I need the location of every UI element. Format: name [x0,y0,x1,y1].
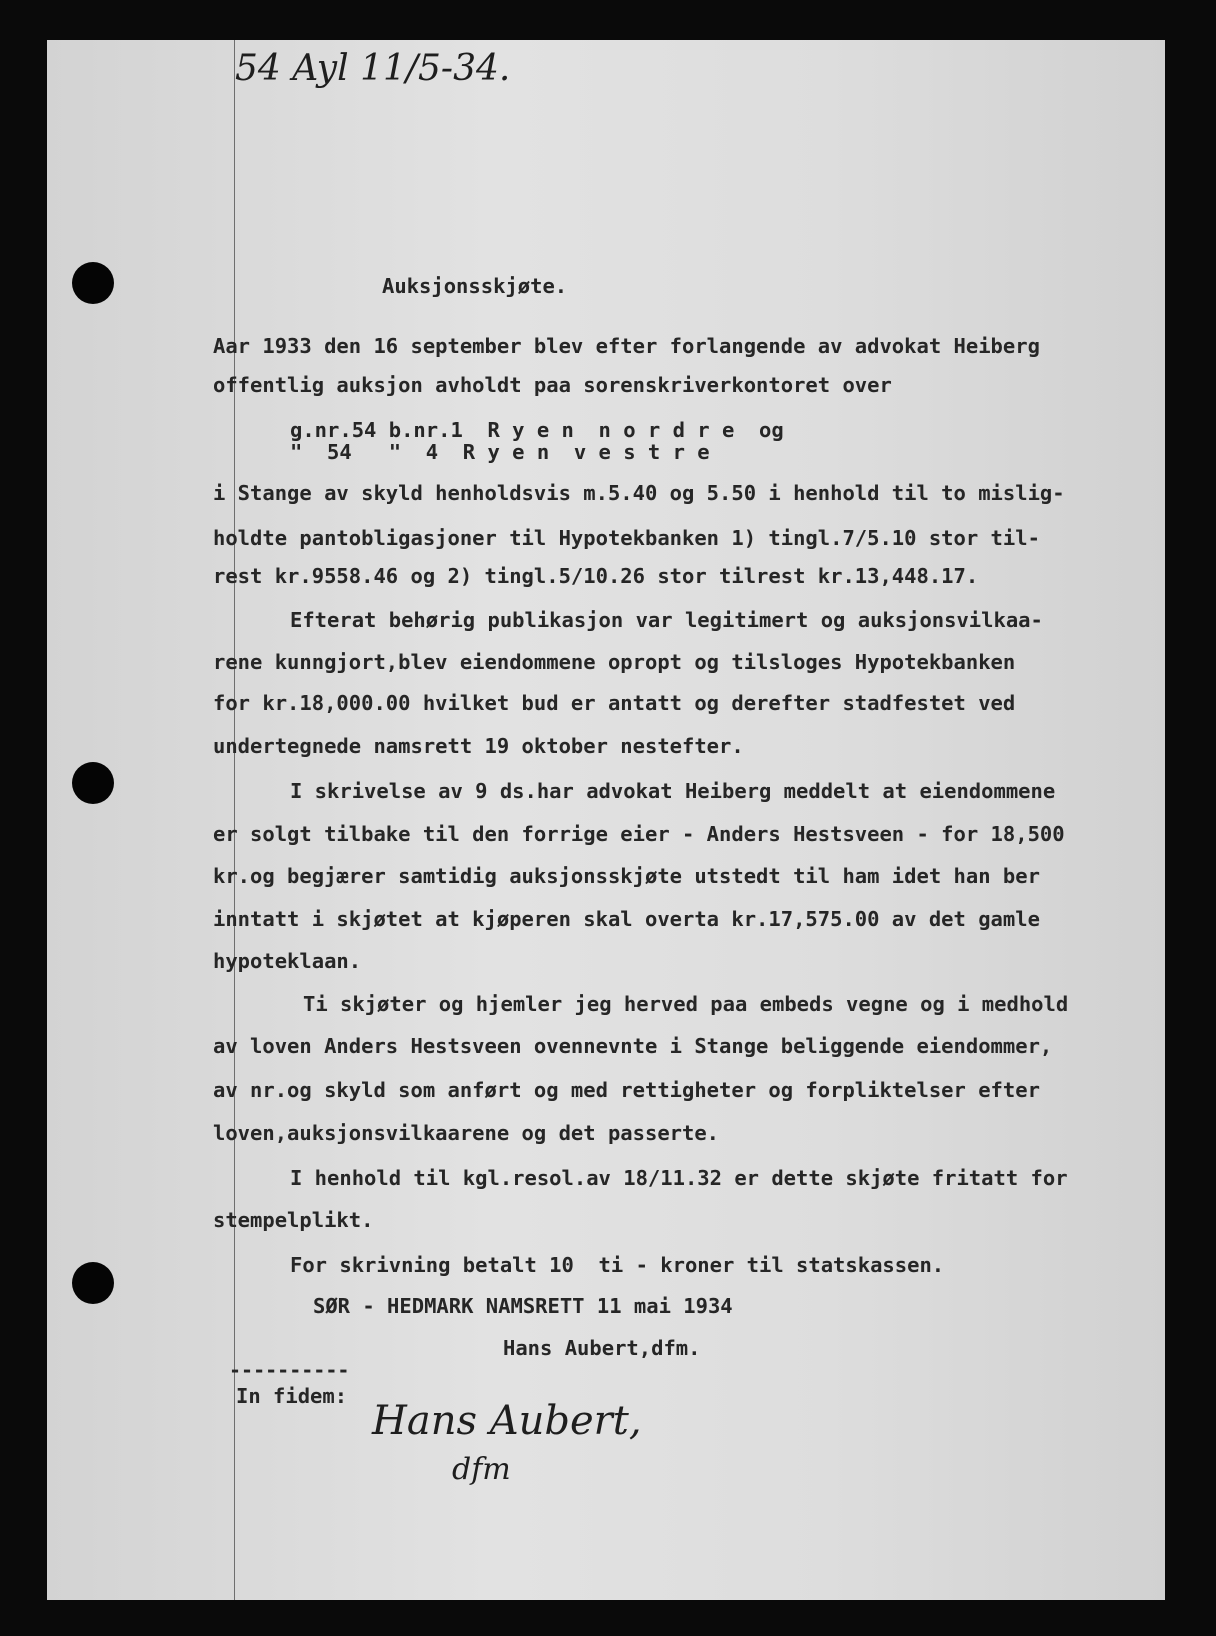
text-line-16: hypoteklaan. [213,949,362,973]
text-line-15: inntatt i skjøtet at kjøperen skal overta kr.17,575.00 av det gamle [213,907,1040,931]
handwritten-signature: Hans Aubert, [372,1398,642,1444]
text-line-20: loven,auksjonsvilkaarene og det passerte. [213,1121,720,1145]
text-line-9: rene kunngjort,blev eiendommene opropt og tilsloges Hypotekbanken [213,650,1016,674]
court-line: SØR - HEDMARK NAMSRETT 11 mai 1934 [313,1294,733,1318]
text-line-22: stempelplikt. [213,1208,374,1232]
text-line-18: av loven Anders Hestsveen ovennevnte i Stange beliggende eiendommer, [213,1034,1053,1058]
in-fidem-label: In fidem: [236,1384,348,1408]
property-line-1: g.nr.54 b.nr.1 R y e n n o r d r e og [290,418,784,442]
text-line-10: for kr.18,000.00 hvilket bud er antatt og derefter stadfestet ved [213,691,1016,715]
signer-line: Hans Aubert,dfm. [503,1336,701,1360]
text-line-19: av nr.og skyld som anført og med rettigheter og forpliktelser efter [213,1078,1040,1102]
document-title: Auksjonsskjøte. [382,274,568,298]
handwritten-header-note: 54 Ayl 11/5-34. [235,48,511,89]
text-line-17: Ti skjøter og hjemler jeg herved paa embeds vegne og i medhold [303,992,1069,1016]
text-line-13: er solgt tilbake til den forrige eier - Anders Hestsveen - for 18,500 [213,822,1065,846]
handwritten-signature-title: dfm [452,1452,511,1487]
document-page [47,40,1165,1600]
text-line-2: offentlig auksjon avholdt paa sorenskriverkontoret over [213,373,892,397]
text-line-12: I skrivelse av 9 ds.har advokat Heiberg meddelt at eiendommene [290,779,1056,803]
punch-hole-middle [72,762,114,804]
dashed-rule: ---------- [229,1358,350,1382]
text-line-23: For skrivning betalt 10 ti - kroner til statskassen. [290,1253,945,1277]
text-line-1: Aar 1933 den 16 september blev efter forlangende av advokat Heiberg [213,334,1040,358]
text-line-11: undertegnede namsrett 19 oktober nestefter. [213,734,744,758]
text-line-8: Efterat behørig publikasjon var legitimert og auksjonsvilkaa- [290,608,1043,632]
punch-hole-top [72,262,114,304]
text-line-5: i Stange av skyld henholdsvis m.5.40 og 5.50 i henhold til to mislig- [213,481,1065,505]
property-line-2: " 54 " 4 R y e n v e s t r e [290,440,710,464]
text-line-6: holdte pantobligasjoner til Hypotekbanken 1) tingl.7/5.10 stor til- [213,526,1040,550]
text-line-7: rest kr.9558.46 og 2) tingl.5/10.26 stor tilrest kr.13,448.17. [213,564,979,588]
text-line-14: kr.og begjærer samtidig auksjonsskjøte utstedt til ham idet han ber [213,864,1040,888]
punch-hole-bottom [72,1262,114,1304]
text-line-21: I henhold til kgl.resol.av 18/11.32 er dette skjøte fritatt for [290,1166,1068,1190]
